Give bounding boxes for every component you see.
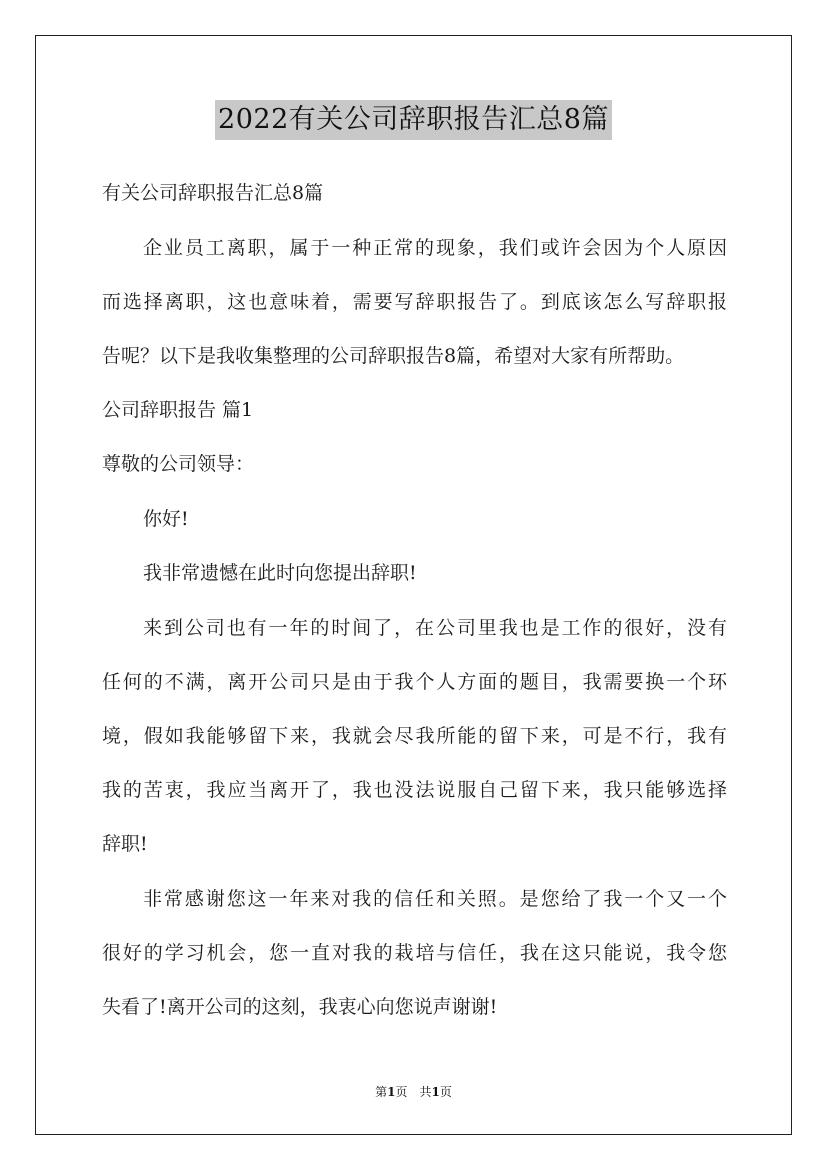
intro-line-3: 告呢？以下是我收集整理的公司辞职报告8篇，希望对大家有所帮助。 [102,345,685,367]
body-paragraph-1-line-4: 我的苦衷，我应当离开了，我也没法说服自己留下来，我只能够选择 [102,779,727,801]
subtitle-line: 有关公司辞职报告汇总8篇 [102,182,324,204]
salutation: 尊敬的公司领导： [102,453,255,475]
greeting: 你好! [143,508,189,530]
document-title: 2022有关公司辞职报告汇总8篇 [215,100,612,140]
body-paragraph-1-line-3: 境，假如我能够留下来，我就会尽我所能的留下来，可是不行，我有 [102,725,727,747]
page-footer [0,1084,827,1100]
footer-page-mid: 页 共 [395,1085,432,1099]
intro-line-1: 企业员工离职，属于一种正常的现象，我们或许会因为个人原因 [143,237,727,259]
resignation-statement: 我非常遗憾在此时向您提出辞职! [143,562,417,584]
body-paragraph-2-line-1: 非常感谢您这一年来对我的信任和关照。是您给了我一个又一个 [143,888,727,910]
footer-page-total: 1 [431,1085,440,1099]
body-paragraph-2-line-2: 很好的学习机会，您一直对我的栽培与信任，我在这只能说，我令您 [102,942,727,964]
body-paragraph-1-line-2: 任何的不满，离开公司只是由于我个人方面的题目，我需要换一个环 [102,671,727,693]
footer-page-current: 1 [387,1085,396,1099]
intro-line-2: 而选择离职，这也意味着，需要写辞职报告了。到底该怎么写辞职报 [102,291,727,313]
body-paragraph-2-line-3: 失看了!离开公司的这刻，我衷心向您说声谢谢! [102,996,498,1018]
footer-page-prefix: 第 [375,1085,388,1099]
body-paragraph-1-line-5: 辞职! [102,833,148,855]
title-container [0,100,827,140]
body-paragraph-1-line-1: 来到公司也有一年的时间了，在公司里我也是工作的很好，没有 [143,617,727,639]
footer-page-suffix: 页 [439,1085,452,1099]
section-heading: 公司辞职报告 篇1 [102,399,254,421]
